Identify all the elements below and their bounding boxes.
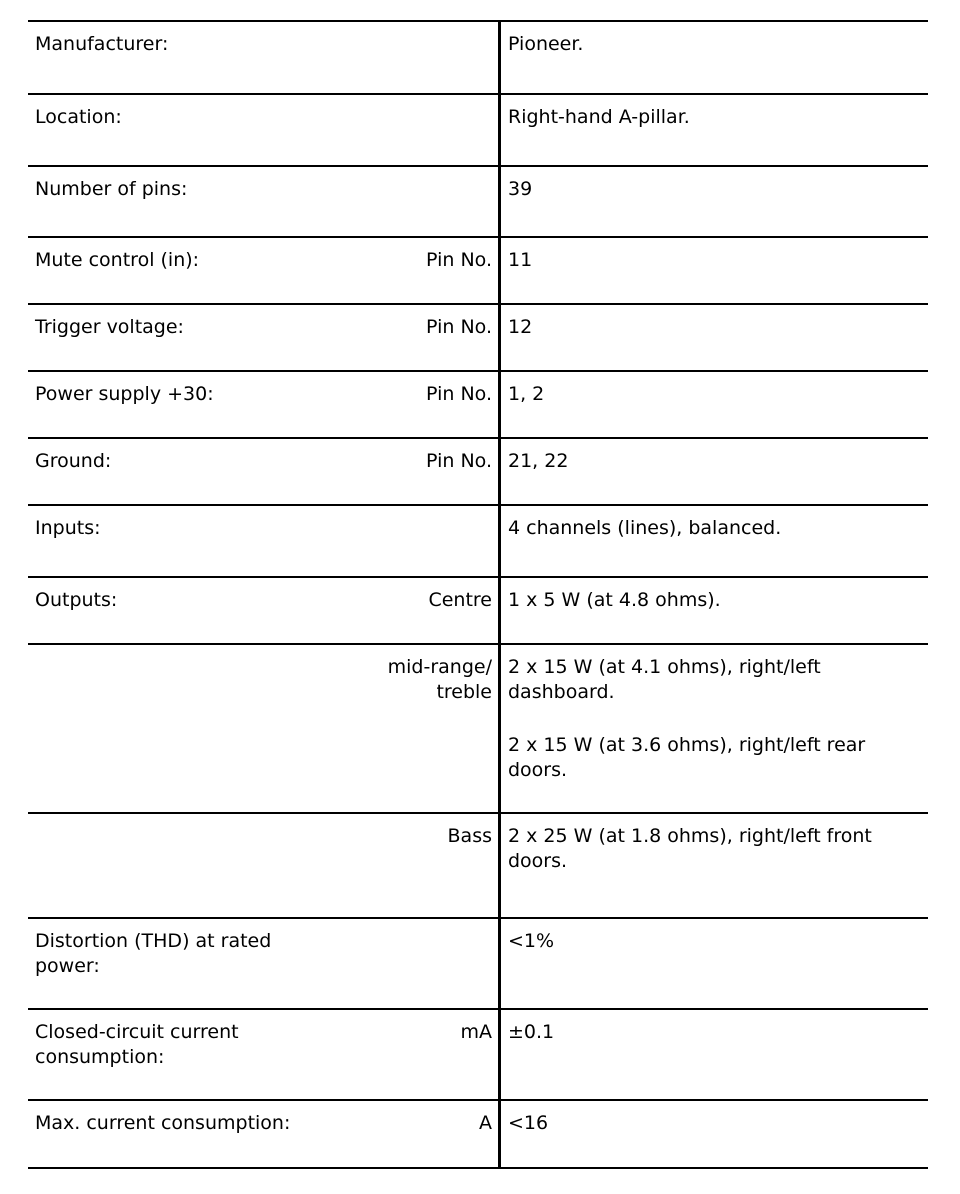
label-cell <box>28 506 501 576</box>
label-cell <box>28 372 501 437</box>
row-label: Mute control (in): <box>35 249 200 271</box>
value-cell <box>501 919 928 1008</box>
row-label: Location: <box>35 106 122 128</box>
spec-table <box>28 20 928 1169</box>
value-cell <box>501 95 928 165</box>
table-row <box>28 303 928 370</box>
label-cell <box>28 578 501 643</box>
row-unit: A <box>479 1112 492 1134</box>
row-unit: Pin No. <box>426 450 492 472</box>
table-row <box>28 437 928 504</box>
row-value: 11 <box>508 249 533 271</box>
value-cell <box>501 238 928 303</box>
row-unit: Pin No. <box>426 249 492 271</box>
label-cell <box>28 22 501 93</box>
label-cell <box>28 1010 501 1099</box>
row-value: <1% <box>508 930 555 952</box>
value-cell <box>501 167 928 236</box>
row-value: 12 <box>508 316 533 338</box>
value-cell <box>501 22 928 93</box>
row-label: Power supply +30: <box>35 383 214 405</box>
row-value: Right-hand A-pillar. <box>508 106 690 128</box>
label-cell <box>28 919 501 1008</box>
row-label: Manufacturer: <box>35 33 169 55</box>
table-row <box>28 643 928 812</box>
row-value: 2 x 15 W (at 4.1 ohms), right/left dashboard. <box>508 656 821 703</box>
row-value: <16 <box>508 1112 549 1134</box>
value-cell <box>501 814 928 917</box>
row-value: 1 x 5 W (at 4.8 ohms). <box>508 589 721 611</box>
table-row <box>28 504 928 576</box>
label-cell <box>28 439 501 504</box>
table-row <box>28 370 928 437</box>
row-value: 4 channels (lines), balanced. <box>508 517 782 539</box>
label-cell <box>28 238 501 303</box>
row-label: Inputs: <box>35 517 101 539</box>
row-label: Distortion (THD) at rated power: <box>35 930 272 977</box>
value-cell <box>501 1101 928 1167</box>
row-value: ±0.1 <box>508 1021 555 1043</box>
label-cell <box>28 95 501 165</box>
value-cell <box>501 1010 928 1099</box>
table-row <box>28 1099 928 1169</box>
label-cell <box>28 814 501 917</box>
value-cell <box>501 578 928 643</box>
row-label: Max. current consumption: <box>35 1112 291 1134</box>
label-cell <box>28 167 501 236</box>
value-cell <box>501 439 928 504</box>
table-row <box>28 93 928 165</box>
table-row <box>28 236 928 303</box>
label-cell <box>28 1101 501 1167</box>
row-value: 39 <box>508 178 533 200</box>
table-row <box>28 917 928 1008</box>
row-value: 2 x 25 W (at 1.8 ohms), right/left front doors. <box>508 825 872 872</box>
row-unit: mid-range/ treble <box>387 656 492 703</box>
row-value: 2 x 15 W (at 3.6 ohms), right/left rear doors. <box>508 734 866 781</box>
row-label: Ground: <box>35 450 112 472</box>
table-row <box>28 576 928 643</box>
table-row <box>28 165 928 236</box>
value-cell <box>501 372 928 437</box>
label-cell <box>28 305 501 370</box>
row-label: Trigger voltage: <box>35 316 184 338</box>
row-label: Number of pins: <box>35 178 188 200</box>
row-value: 21, 22 <box>508 450 569 472</box>
row-unit: Pin No. <box>426 316 492 338</box>
row-unit: mA <box>460 1021 492 1043</box>
row-label: Outputs: <box>35 589 118 611</box>
row-value: 1, 2 <box>508 383 545 405</box>
label-cell <box>28 645 501 812</box>
table-row <box>28 812 928 917</box>
row-unit: Centre <box>428 589 492 611</box>
row-value: Pioneer. <box>508 33 584 55</box>
value-cell <box>501 645 928 812</box>
table-row <box>28 1008 928 1099</box>
table-row <box>28 20 928 93</box>
row-label: Closed-circuit current consumption: <box>35 1021 239 1068</box>
row-unit: Bass <box>447 825 492 847</box>
value-cell <box>501 305 928 370</box>
value-cell <box>501 506 928 576</box>
row-unit: Pin No. <box>426 383 492 405</box>
